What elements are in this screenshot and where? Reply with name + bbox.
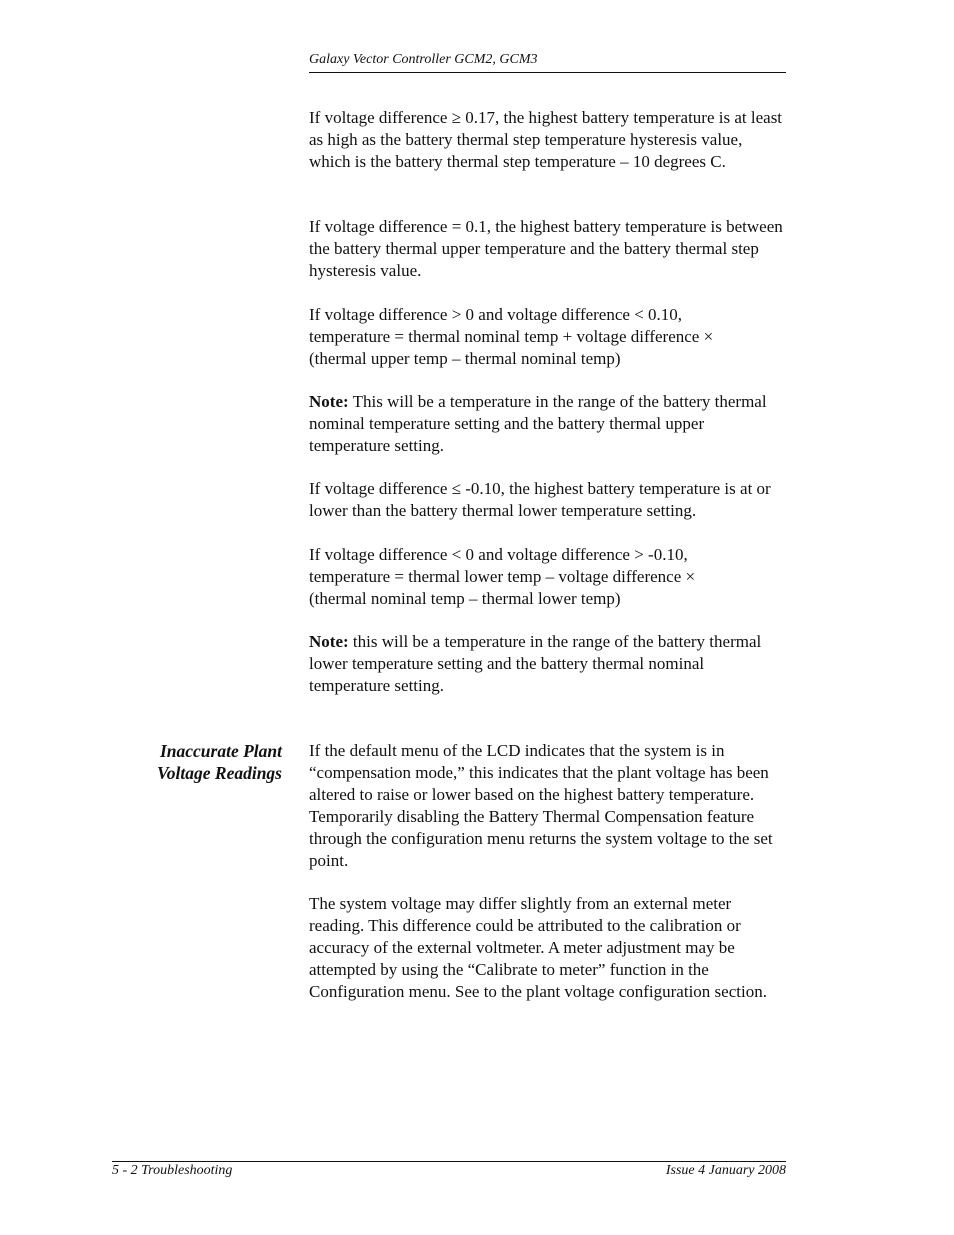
note-text: This will be a temperature in the range of the battery thermal nominal temperature setting and the battery thermal upper temperature setting. bbox=[309, 392, 767, 455]
paragraph-text: If voltage difference = 0.1, the highest battery temperature is between the battery thermal upper temperature and the battery thermal step hysteresis value. bbox=[309, 217, 783, 280]
formula-upper bbox=[309, 304, 786, 370]
note-lower bbox=[309, 631, 786, 697]
formula-line: (thermal nominal temp – thermal lower temp) bbox=[309, 589, 621, 608]
running-header: Galaxy Vector Controller GCM2, GCM3 bbox=[309, 52, 538, 67]
formula-line: If voltage difference > 0 and voltage difference < 0.10, bbox=[309, 305, 683, 324]
footer-issue-date: Issue 4 January 2008 bbox=[665, 1163, 786, 1178]
section-heading-line: Inaccurate Plant bbox=[159, 741, 282, 761]
paragraph-text: The system voltage may differ slightly from an external meter reading. This difference could be attributed to the calibration or accuracy of the external voltmeter. A meter adjustment may be attempted by using the “Calibrate to meter” function in the Configuration menu. See to the plant voltage configuration section. bbox=[309, 894, 767, 1001]
section-heading bbox=[110, 740, 282, 784]
paragraph-threshold-high bbox=[309, 107, 786, 173]
section-heading-line: Voltage Readings bbox=[157, 763, 282, 783]
footer-rule bbox=[112, 1161, 786, 1162]
formula-line: If voltage difference < 0 and voltage difference > -0.10, bbox=[309, 545, 688, 564]
formula-line: temperature = thermal lower temp – voltage difference × bbox=[309, 567, 696, 586]
header-rule bbox=[309, 72, 786, 73]
section-paragraph-compensation bbox=[309, 740, 786, 872]
note-upper bbox=[309, 391, 786, 457]
section-paragraph-meter bbox=[309, 893, 786, 1003]
paragraph-threshold-equal bbox=[309, 216, 786, 282]
paragraph-text: If voltage difference ≥ 0.17, the highest battery temperature is at least as high as the battery thermal step temperature hysteresis value, which is the battery thermal step temperature – 10 degrees C. bbox=[309, 108, 783, 171]
note-text: this will be a temperature in the range of the battery thermal lower temperature setting and the battery thermal nominal temperature setting. bbox=[309, 632, 762, 695]
formula-lower bbox=[309, 544, 786, 610]
formula-line: (thermal upper temp – thermal nominal temp) bbox=[309, 349, 621, 368]
note-label: Note: bbox=[309, 392, 349, 411]
formula-line: temperature = thermal nominal temp + voltage difference × bbox=[309, 327, 714, 346]
footer-page-label: 5 - 2 Troubleshooting bbox=[112, 1163, 233, 1178]
note-label: Note: bbox=[309, 632, 349, 651]
paragraph-threshold-low bbox=[309, 478, 786, 522]
paragraph-text: If voltage difference ≤ -0.10, the highest battery temperature is at or lower than the battery thermal lower temperature setting. bbox=[309, 479, 771, 520]
paragraph-text: If the default menu of the LCD indicates that the system is in “compensation mode,” this indicates that the plant voltage has been altered to raise or lower based on the highest battery temperature. Temporarily disabling the Battery Thermal Compensation feature through the configuration menu returns the system voltage to the set point. bbox=[309, 741, 773, 870]
